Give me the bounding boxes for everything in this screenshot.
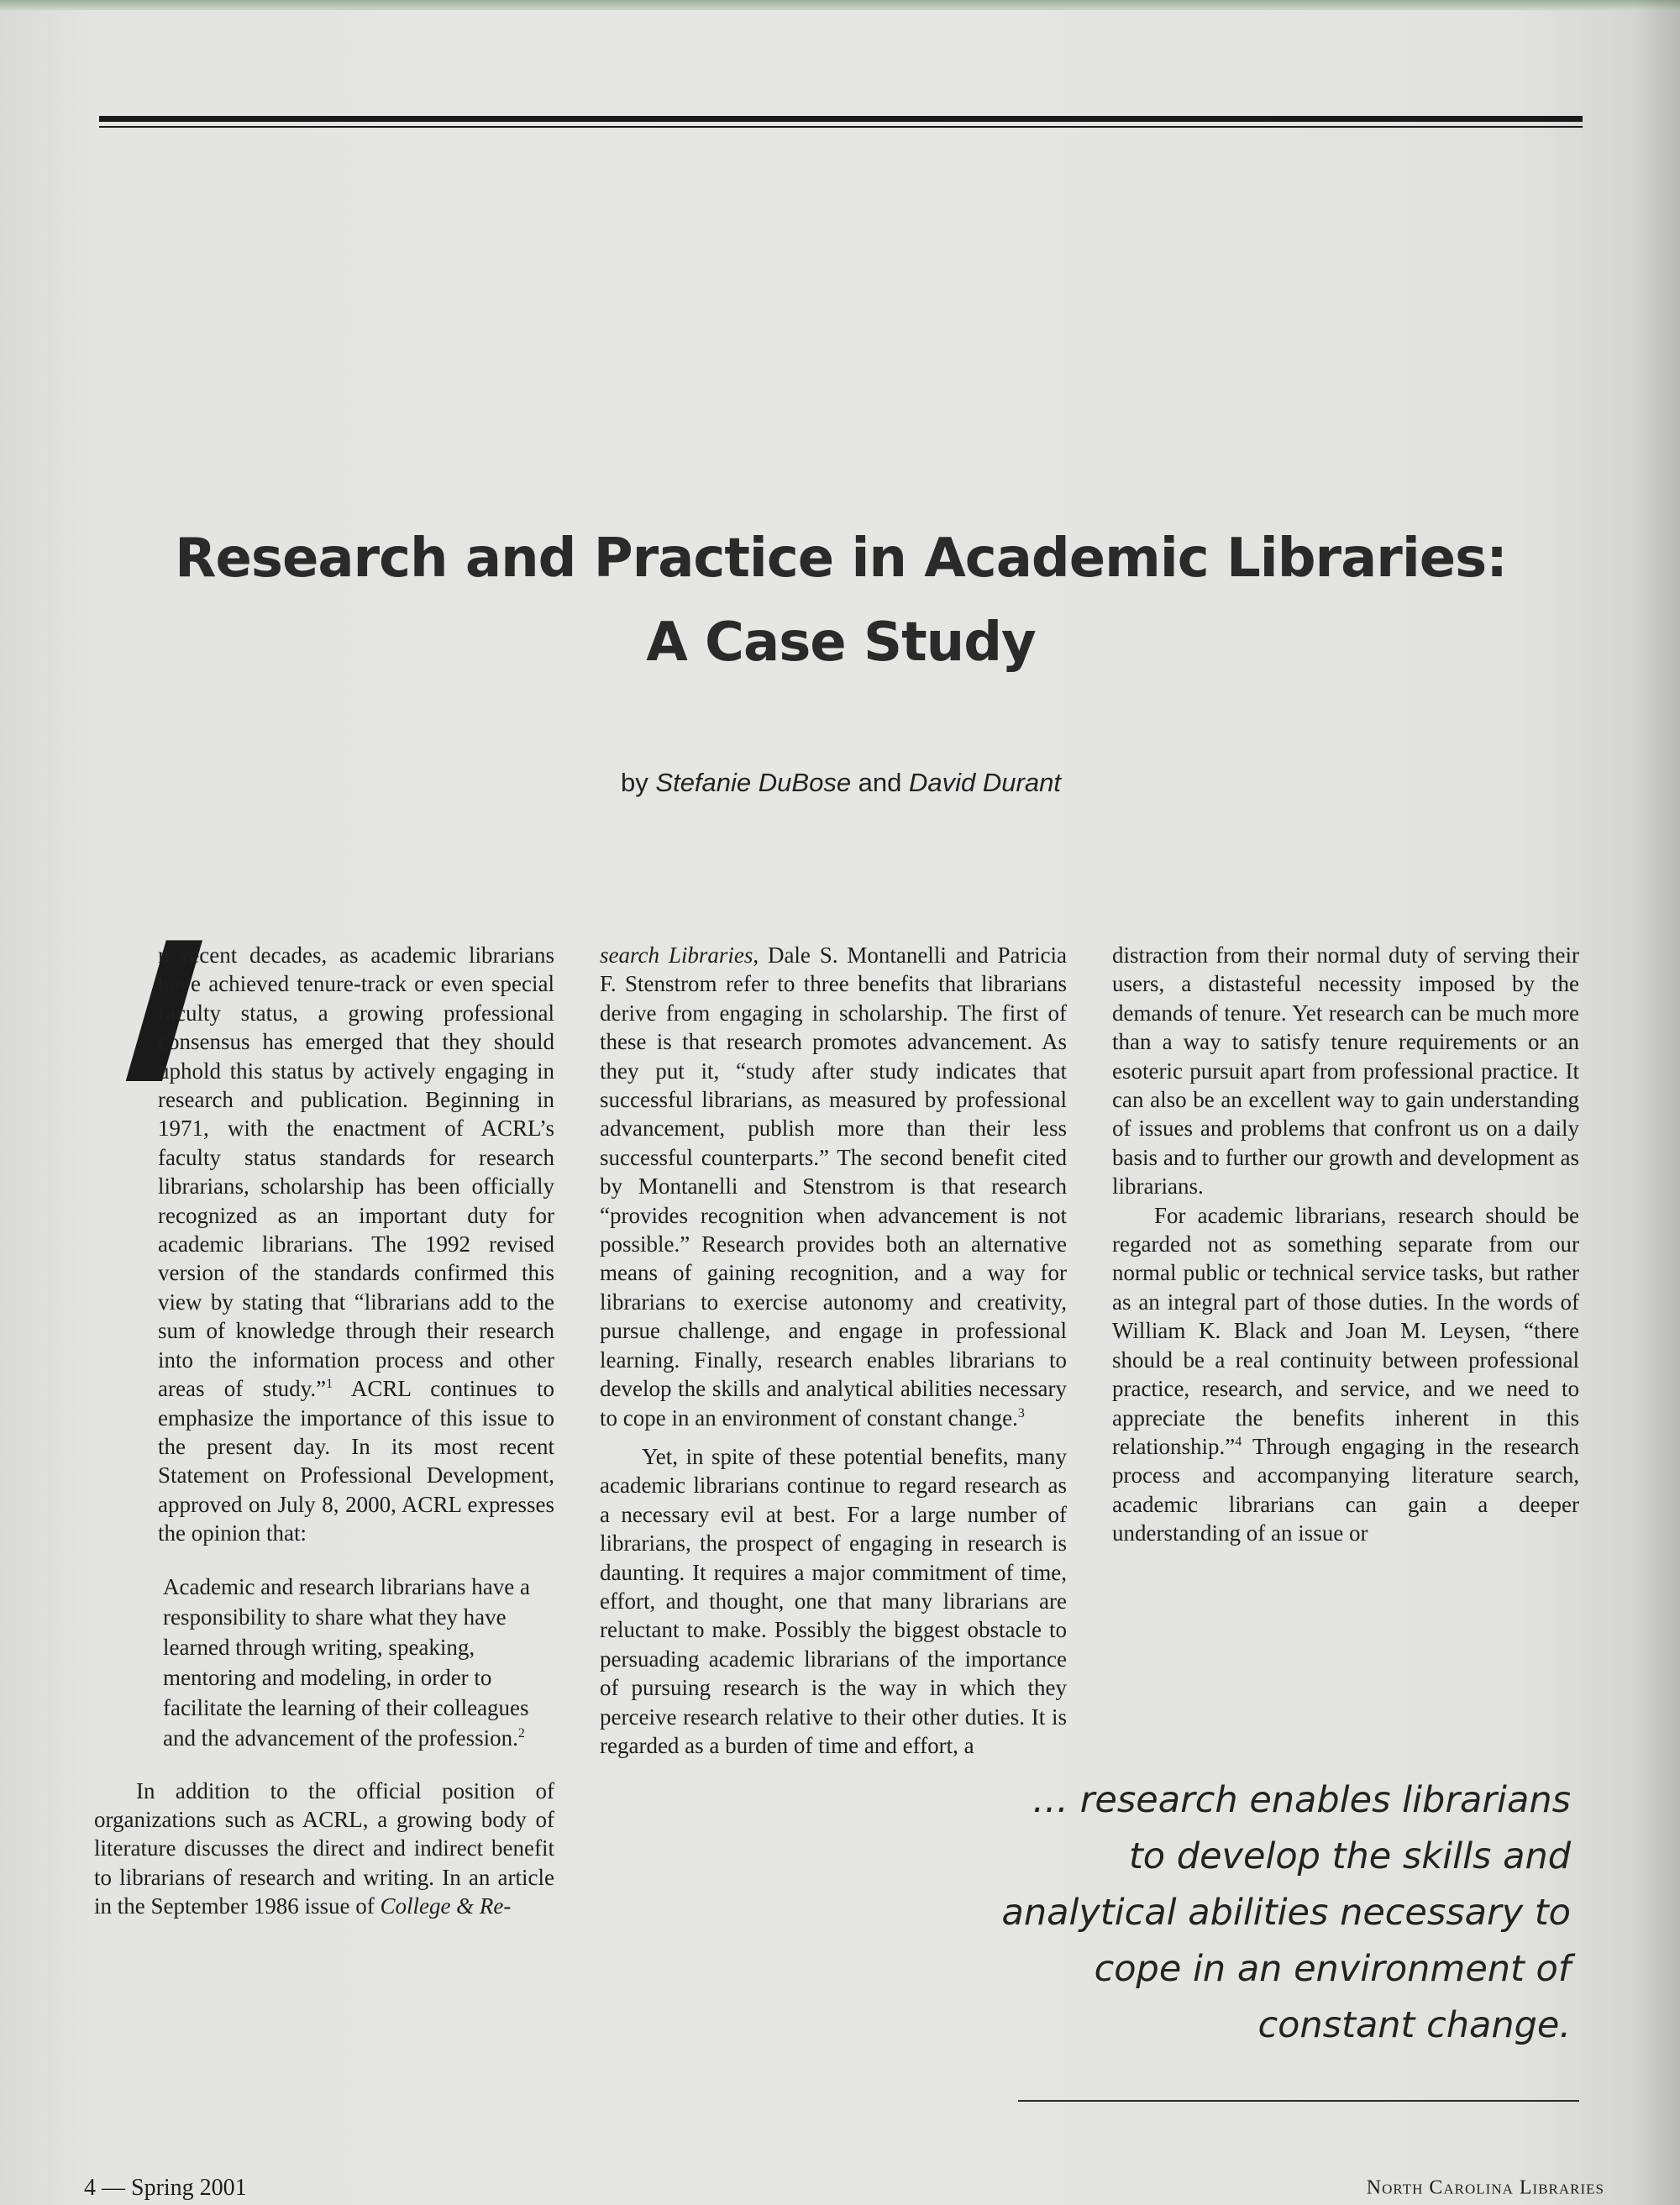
col2-paragraph-2: Yet, in spite of these potential benefits, many academic librarians continue to regard research as a necessary evil at best. For a large number of librarians, the prospect of engaging in research is daunting. It requires a major commitment of time, effort, and thought, one that many librarians are reluctant to make. Possibly the biggest obstacle to persuading academic librarians of the importance of pursuing research is the way in which they perceive research relative to their other duties. It is regarded as a burden of time and effort, a (600, 1443, 1067, 1758)
header-rule-thin (99, 126, 1583, 128)
col3-p2-text: For academic librarians, research should be regarded not as something separate from our normal public or technical service tasks, but rather as an integral part of those duties. In the words of William K. Black and Joan M. Leysen, “there should be a real continuity between professional practice, research, and service, and we need to appreciate the benefits inherent in this relationship.” (1112, 1202, 1579, 1459)
footnote-3: 3 (1017, 1405, 1025, 1420)
col2-p1-text: , Dale S. Montanelli and Patricia F. Stenstrom refer to three benefits that librarians derive from engaging in scholarship. The first of these is that research promotes advancement. As they put it, “study after study indicates that successful librarians, as measured by professional advancement, publish more than their less successful counterparts.” The second benefit cited by Montanelli and Stenstrom is that research “provides recognition when advancement is not possible.” Research provides both an alternative means of gaining recognition, and a way for librarians to exercise autonomy and creativity, pursue challenge, and engage in professional learning. Finally, research enables librarians to develop the skills and analytical abilities necessary to cope in an environment of constant change. (600, 942, 1067, 1431)
col1-paragraph-2 (94, 1777, 554, 1921)
page-top-edge (0, 0, 1680, 10)
block-quote (163, 1572, 538, 1753)
footnote-1: 1 (326, 1377, 333, 1392)
col3-paragraph-2 (1112, 1201, 1579, 1548)
quote-text: Academic and research librarians have a responsibility to share what they have learned through writing, speaking, mentoring and modeling, in order to facilitate the learning of their colleagues and the advancement of the profession. (163, 1573, 531, 1751)
footer-publication: North Carolina Libraries (1366, 2176, 1604, 2199)
byline (99, 768, 1583, 798)
footnote-2: 2 (517, 1725, 525, 1740)
byline-and: and (851, 768, 910, 797)
journal-title-part1: College & Re- (380, 1893, 512, 1919)
title-line-2: A Case Study (646, 612, 1036, 674)
author-2: David Durant (909, 768, 1061, 797)
title-line-1: Research and Practice in Academic Libraries: (175, 528, 1507, 590)
header-rule (99, 116, 1583, 122)
article-title (99, 517, 1583, 685)
column-3 (1112, 941, 1579, 1548)
pull-quote-rule (1018, 2100, 1579, 2102)
author-1: Stefanie DuBose (655, 768, 852, 797)
col1-paragraph-1 (94, 941, 554, 1548)
col3-p2b-text: Through engaging in the research process and accompanying literature search, academic librarians can gain a deeper understanding of an issue or (1112, 1433, 1579, 1546)
byline-prefix: by (621, 768, 656, 797)
journal-title-part2: search Libraries (600, 942, 753, 968)
footnote-4: 4 (1235, 1434, 1242, 1449)
spine-shadow (1634, 0, 1680, 2205)
footer-page-issue: 4 — Spring 2001 (84, 2175, 247, 2201)
col1-p1-text: n recent decades, as academic librarians have achieved tenure-track or even special faculty status, a growing professional consensus has emerged that they should uphold this status by actively engaging in research and publication. Beginning in 1971, with the enactment of ACRL’s faculty status standards for research librarians, scholarship has been officially recognized as an important duty for academic librarians. The 1992 revised version of the standards confirmed this view by stating that “librarians add to the sum of knowledge through their research into the information process and other areas of study.” (158, 942, 554, 1402)
col1-p1b-text: ACRL continues to emphasize the importance of this issue to the present day. In its most recent Statement on Professional Development, approved on July 8, 2000, ACRL expresses the opinion that: (158, 1376, 554, 1546)
col1-p2-text: In addition to the official position of organizations such as ACRL, a growing body of literature discusses the direct and indirect benefit to librarians of research and writing. In an article in the September 1986 issue of (94, 1777, 554, 1919)
column-1 (94, 941, 554, 1921)
drop-cap: I (94, 903, 231, 1127)
column-2 (600, 941, 1067, 1760)
col2-paragraph-1 (600, 941, 1067, 1432)
col3-paragraph-1: distraction from their normal duty of serving their users, a distasteful necessity imposed by the demands of tenure. Yet research can be much more than a way to satisfy tenure requirements or an esoteric pursuit apart from professional practice. It can also be an excellent way to gain understanding of issues and problems that confront us on a daily basis and to further our growth and development as librarians. (1112, 942, 1579, 1200)
pull-quote: … research enables librarians to develop the skills and analytical abilities necessary to cope in an environment of constant change. (1001, 1779, 1571, 2046)
